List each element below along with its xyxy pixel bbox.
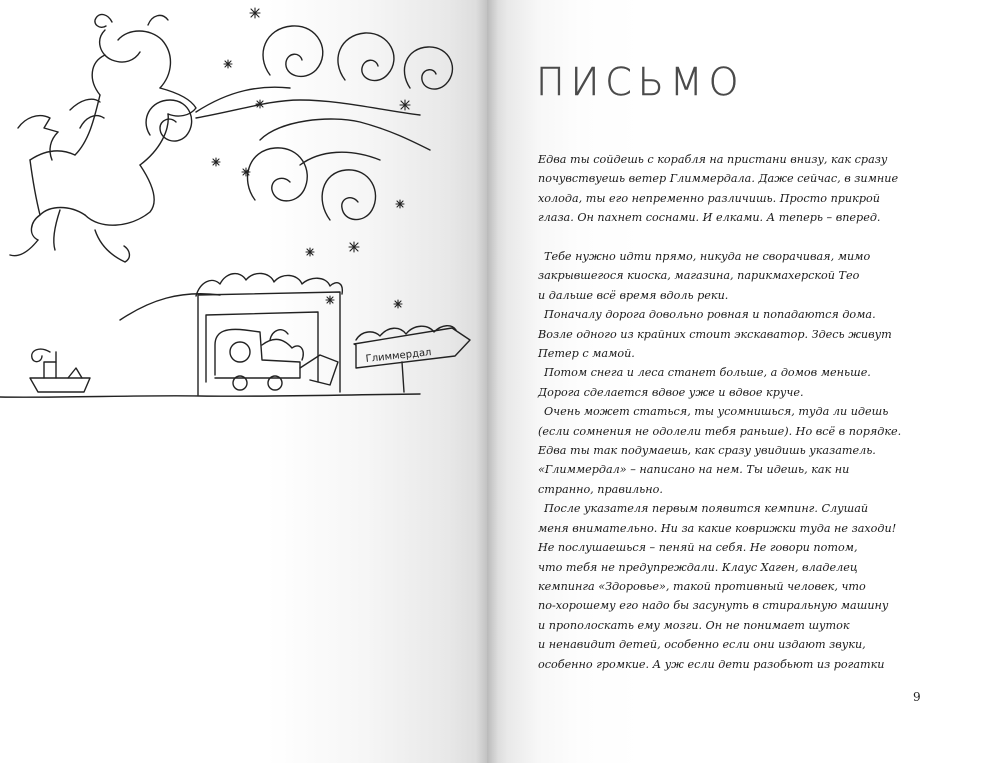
text-line: Не послушаешься – пеняй на себя. Не говори потом,	[538, 541, 858, 555]
text-line: холода, ты его непременно различишь. Просто прикрой	[538, 191, 880, 205]
text-line: Дорога сделается вдвое уже и вдвое круче.	[538, 385, 804, 399]
body-text	[538, 150, 918, 674]
waterline	[0, 394, 420, 397]
text-line: Едва ты так подумаешь, как сразу увидишь указатель.	[538, 444, 876, 458]
paragraph-gap	[538, 228, 918, 247]
illustration	[0, 0, 487, 420]
text-line: и прополоскать ему мозги. Он не понимает шуток	[538, 618, 850, 632]
text-line: меня внимательно. Ни за какие коврижки туда не заходи!	[538, 521, 897, 535]
text-line: Едва ты сойдешь с корабля на пристани внизу, как сразу	[538, 153, 888, 166]
text-line: особенно громкие. А уж если дети разобьют из рогатки	[538, 657, 885, 671]
wind-spirit-drawing	[10, 15, 196, 262]
text-line: странно, правильно.	[538, 482, 663, 496]
text-line: и ненавидит детей, особенно если они издают звуки,	[538, 638, 866, 652]
left-page	[0, 0, 487, 763]
text-line: закрывшегося киоска, магазина, парикмахерской Тео	[538, 269, 860, 283]
text-line: глаза. Он пахнет соснами. И елками. А теперь – вперед.	[538, 211, 881, 225]
sign-label: Глиммердал	[365, 347, 432, 365]
text-line: по-хорошему его надо бы засунуть в стиральную машину	[538, 599, 889, 613]
text-line: Потом снега и леса станет больше, а домов меньше.	[544, 366, 871, 380]
text-line: кемпинга «Здоровье», такой противный человек, что	[538, 579, 866, 593]
book-gutter	[476, 0, 498, 763]
text-line: Петер с мамой.	[538, 347, 635, 361]
excavator-drawing	[215, 329, 338, 390]
text-line: (если сомнения не одолели тебя раньше). Но всё в порядке.	[538, 424, 902, 438]
text-line: почувствуешь ветер Глиммердала. Даже сейчас, в зимние	[538, 172, 899, 186]
text-line: Очень может статься, ты усомнишься, туда ли идешь	[544, 405, 889, 419]
page-number: 9	[913, 690, 921, 704]
text-line: Возле одного из крайних стоит экскаватор. Здесь живут	[538, 327, 892, 341]
signpost-drawing	[354, 326, 470, 392]
boat-drawing	[30, 349, 90, 392]
text-line: Поначалу дорога довольно ровная и попадаются дома.	[544, 308, 876, 322]
text-line: «Глиммердал» – написано на нем. Ты идешь, как ни	[538, 463, 850, 477]
text-line: что тебя не предупреждали. Клаус Хаген, владелец	[538, 560, 858, 574]
text-line: и дальше всё время вдоль реки.	[538, 288, 729, 302]
text-line: После указателя первым появится кемпинг. Слушай	[544, 502, 869, 516]
chapter-title: ПИСЬМО	[536, 60, 745, 104]
text-line: Тебе нужно идти прямо, никуда не сворачивая, мимо	[544, 250, 871, 264]
